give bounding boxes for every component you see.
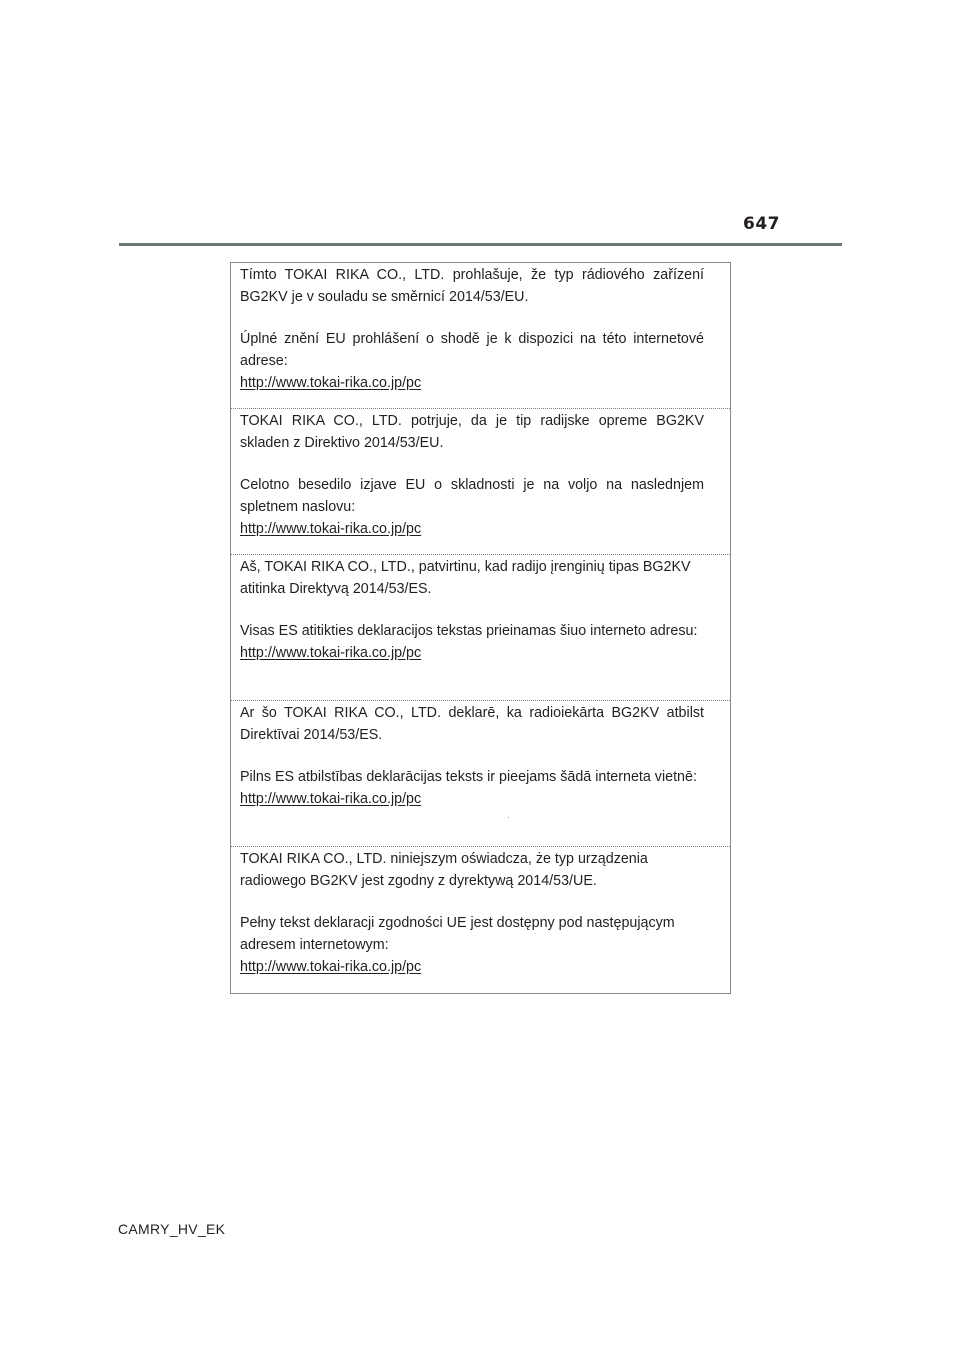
declaration-availability: Úplné znění EU prohlášení o shodě je k dispozici na této internetové adrese: xyxy=(240,331,704,369)
declaration-lithuanian xyxy=(231,555,730,701)
declaration-slovenian xyxy=(231,409,730,555)
declaration-link[interactable]: http://www.tokai-rika.co.jp/pc xyxy=(240,375,422,391)
declaration-statement: Tímto TOKAI RIKA CO., LTD. prohlašuje, že typ rádiového zařízení BG2KV je v souladu se směrnicí 2014/53/EU. xyxy=(240,267,704,305)
declaration-statement: Ar šo TOKAI RIKA CO., LTD. deklarē, ka radioiekārta BG2KV atbilst Direktīvai 2014/53/ES. xyxy=(240,705,704,743)
stray-dot xyxy=(508,817,509,818)
declaration-box xyxy=(230,262,731,994)
declaration-availability: Pełny tekst deklaracji zgodności UE jest dostępny pod następującym adresem internetowym: xyxy=(240,915,675,953)
declaration-statement: TOKAI RIKA CO., LTD. potrjuje, da je tip radijske opreme BG2KV skladen z Direktivo 2014/53/EU. xyxy=(240,413,704,451)
declaration-link[interactable]: http://www.tokai-rika.co.jp/pc xyxy=(240,645,422,661)
declaration-link[interactable]: http://www.tokai-rika.co.jp/pc xyxy=(240,791,422,807)
declaration-availability: Celotno besedilo izjave EU o skladnosti je na voljo na naslednjem spletnem naslovu: xyxy=(240,477,704,515)
declaration-latvian xyxy=(231,701,730,847)
page-number: 647 xyxy=(743,214,780,234)
footer-model-code: CAMRY_HV_EK xyxy=(118,1221,226,1237)
declaration-availability: Pilns ES atbilstības deklarācijas teksts ir pieejams šādā interneta vietnē: xyxy=(240,769,697,785)
declaration-czech xyxy=(231,263,730,409)
declaration-statement: Aš, TOKAI RIKA CO., LTD., patvirtinu, kad radijo įrenginių tipas BG2KV atitinka Direktyvą 2014/53/ES. xyxy=(240,559,691,597)
declaration-link[interactable]: http://www.tokai-rika.co.jp/pc xyxy=(240,959,422,975)
declaration-link[interactable]: http://www.tokai-rika.co.jp/pc xyxy=(240,521,422,537)
header-rule xyxy=(119,243,842,246)
declaration-availability: Visas ES atitikties deklaracijos tekstas prieinamas šiuo interneto adresu: xyxy=(240,623,698,639)
declaration-statement: TOKAI RIKA CO., LTD. niniejszym oświadcza, że typ urządzenia radiowego BG2KV jest zgodny z dyrektywą 2014/53/UE. xyxy=(240,851,648,889)
declaration-polish xyxy=(231,847,730,993)
